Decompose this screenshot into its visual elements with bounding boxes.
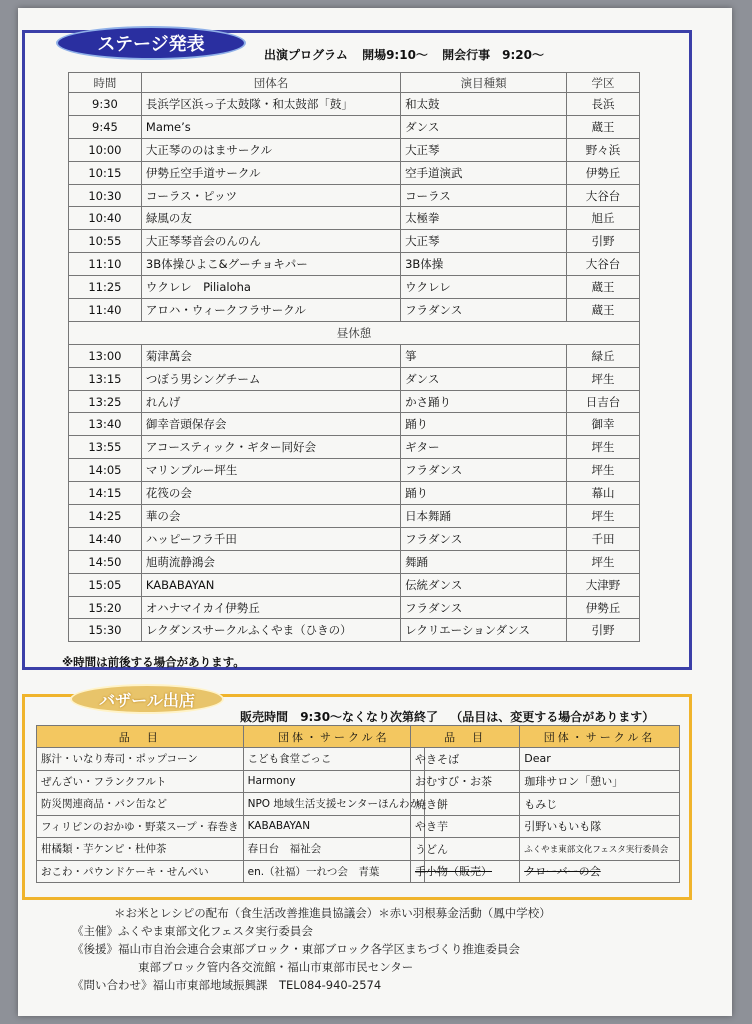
performer-group: 3B体操ひよこ&グーチョキパー: [141, 253, 400, 276]
performance-kind: フラダンス: [401, 299, 567, 322]
footer-organizer: 《主催》ふくやま東部文化フェスタ実行委員会: [72, 924, 313, 938]
bazaar-group: クローバーの会: [520, 860, 680, 883]
performance-time: 15:20: [69, 596, 142, 619]
bazaar-heading: バザール出店: [70, 684, 224, 714]
bazaar-item: おむすび・お茶: [411, 770, 520, 793]
bazaar-group: Harmony: [243, 770, 424, 793]
performance-time: 14:25: [69, 505, 142, 528]
performance-time: 10:00: [69, 138, 142, 161]
bazaar-item: 焼き餅: [411, 793, 520, 816]
performance-kind: 踊り: [401, 413, 567, 436]
footer-info: [72, 904, 551, 994]
lunch-break-row: [69, 321, 640, 344]
bazaar-group: Dear: [520, 748, 680, 771]
performer-group: 花筏の会: [141, 482, 400, 505]
table-row: [69, 527, 640, 550]
sales-time: 9:30～なくなり次第終了: [300, 710, 439, 724]
school-district: 伊勢丘: [567, 161, 640, 184]
table-row: [37, 770, 425, 793]
column-header-area: 学区: [567, 73, 640, 93]
ceremony-time: 開会行事 9:20～: [442, 48, 544, 62]
table-row: [69, 619, 640, 642]
table-row: [69, 207, 640, 230]
performer-group: 御幸音頭保存会: [141, 413, 400, 436]
table-row: [69, 482, 640, 505]
performance-time: 15:30: [69, 619, 142, 642]
performer-group: 旭萌流静鴻会: [141, 550, 400, 573]
performance-kind: 和太鼓: [401, 93, 567, 116]
table-row: [37, 815, 425, 838]
stage-time-note: ※時間は前後する場合があります。: [62, 655, 245, 669]
performer-group: ハッピーフラ千田: [141, 527, 400, 550]
bazaar-item: 柑橘類・芋ケンピ・杜仲茶: [37, 838, 244, 861]
column-header-kind: 演目種類: [401, 73, 567, 93]
table-row: [37, 838, 425, 861]
performance-time: 14:40: [69, 527, 142, 550]
bazaar-item: おこわ・パウンドケーキ・せんべい: [37, 860, 244, 883]
performer-group: オハナマイカイ伊勢丘: [141, 596, 400, 619]
performance-kind: ダンス: [401, 367, 567, 390]
performer-group: レクダンスサークルふくやま（ひきの）: [141, 619, 400, 642]
table-row: [69, 253, 640, 276]
table-row: [37, 860, 425, 883]
column-header-item: 品 目: [411, 726, 520, 748]
school-district: 伊勢丘: [567, 596, 640, 619]
bazaar-group: 珈琲サロン「憩い」: [520, 770, 680, 793]
column-header-group: 団体名: [141, 73, 400, 93]
performance-kind: かさ踊り: [401, 390, 567, 413]
table-header-row: [411, 726, 680, 748]
bazaar-table-left: [36, 725, 425, 883]
school-district: 大谷台: [567, 184, 640, 207]
bazaar-group: こども食堂ごっこ: [243, 748, 424, 771]
performance-time: 9:30: [69, 93, 142, 116]
table-row: [69, 138, 640, 161]
table-row: [69, 344, 640, 367]
table-row: [69, 413, 640, 436]
school-district: 御幸: [567, 413, 640, 436]
performer-group: 長浜学区浜っ子太鼓隊・和太鼓部「鼓」: [141, 93, 400, 116]
performance-kind: 踊り: [401, 482, 567, 505]
bazaar-item: フィリピンのおかゆ・野菜スープ・春巻き: [37, 815, 244, 838]
bazaar-item: やき芋: [411, 815, 520, 838]
school-district: 坪生: [567, 436, 640, 459]
table-header-row: [37, 726, 425, 748]
performance-kind: 大正琴: [401, 138, 567, 161]
stage-heading: ステージ発表: [56, 26, 246, 60]
school-district: 坪生: [567, 459, 640, 482]
performer-group: ウクレレ Pilialoha: [141, 276, 400, 299]
performer-group: 菊津萬会: [141, 344, 400, 367]
table-row: [69, 390, 640, 413]
performance-time: 10:30: [69, 184, 142, 207]
school-district: 引野: [567, 619, 640, 642]
footer-supporters: 《後援》福山市自治会連合会東部ブロック・東部ブロック各学区まちづくり推進委員会: [72, 942, 520, 956]
table-row: [37, 793, 425, 816]
column-header-item: 品 目: [37, 726, 244, 748]
table-row: [69, 93, 640, 116]
school-district: 旭丘: [567, 207, 640, 230]
bazaar-group: en.（社福）一れつ会 青葉: [243, 860, 424, 883]
table-row: [69, 436, 640, 459]
performer-group: KABABAYAN: [141, 573, 400, 596]
performance-time: 9:45: [69, 115, 142, 138]
school-district: 緑丘: [567, 344, 640, 367]
school-district: 坪生: [567, 367, 640, 390]
school-district: 幕山: [567, 482, 640, 505]
school-district: 長浜: [567, 93, 640, 116]
school-district: 蔵王: [567, 276, 640, 299]
school-district: 坪生: [567, 505, 640, 528]
performer-group: アコースティック・ギター同好会: [141, 436, 400, 459]
table-row: [69, 299, 640, 322]
school-district: 坪生: [567, 550, 640, 573]
performance-time: 15:05: [69, 573, 142, 596]
table-row: [411, 860, 680, 883]
school-district: 大谷台: [567, 253, 640, 276]
stage-schedule-info: [264, 46, 554, 63]
footer-extra-activities: ＊お米とレシピの配布（食生活改善推進員協議会）＊赤い羽根募金活動（鳳中学校）: [114, 906, 551, 920]
performance-kind: 太極拳: [401, 207, 567, 230]
performance-time: 10:55: [69, 230, 142, 253]
performance-kind: レクリエーションダンス: [401, 619, 567, 642]
performance-kind: ウクレレ: [401, 276, 567, 299]
stage-program-table: [68, 72, 640, 642]
performance-time: 11:40: [69, 299, 142, 322]
school-district: 蔵王: [567, 299, 640, 322]
school-district: 千田: [567, 527, 640, 550]
table-row: [37, 748, 425, 771]
table-row: [69, 184, 640, 207]
table-row: [411, 748, 680, 771]
opening-time: 開場9:10～: [362, 48, 428, 62]
bazaar-group: KABABAYAN: [243, 815, 424, 838]
table-row: [69, 596, 640, 619]
bazaar-item: うどん: [411, 838, 520, 861]
bazaar-sales-info: [240, 708, 662, 725]
sales-note: （品目は、変更する場合があります）: [450, 710, 655, 724]
bazaar-item: 手小物（販売）: [411, 860, 520, 883]
table-row: [69, 459, 640, 482]
performance-kind: ギター: [401, 436, 567, 459]
bazaar-group: ふくやま東部文化フェスタ実行委員会: [520, 838, 680, 861]
performance-kind: 舞踊: [401, 550, 567, 573]
table-row: [411, 815, 680, 838]
performance-time: 14:50: [69, 550, 142, 573]
performance-kind: ダンス: [401, 115, 567, 138]
performance-time: 14:15: [69, 482, 142, 505]
performance-kind: 3B体操: [401, 253, 567, 276]
table-row: [69, 573, 640, 596]
table-row: [69, 505, 640, 528]
table-row: [69, 550, 640, 573]
table-row: [69, 367, 640, 390]
performance-time: 13:40: [69, 413, 142, 436]
performer-group: コーラス・ピッツ: [141, 184, 400, 207]
lunch-break-label: 昼休憩: [69, 321, 640, 344]
performer-group: 伊勢丘空手道サークル: [141, 161, 400, 184]
bazaar-item: 防災関連商品・パン缶など: [37, 793, 244, 816]
school-district: 蔵王: [567, 115, 640, 138]
bazaar-group: NPO 地域生活支援センターほんわか: [243, 793, 424, 816]
performer-group: アロハ・ウィークフラサークル: [141, 299, 400, 322]
table-row: [411, 770, 680, 793]
performance-kind: 空手道演武: [401, 161, 567, 184]
bazaar-item: ぜんざい・フランクフルト: [37, 770, 244, 793]
performance-kind: コーラス: [401, 184, 567, 207]
performance-time: 13:00: [69, 344, 142, 367]
bazaar-group: もみじ: [520, 793, 680, 816]
performer-group: マリンブルー坪生: [141, 459, 400, 482]
performance-time: 11:10: [69, 253, 142, 276]
performance-time: 10:15: [69, 161, 142, 184]
bazaar-table-right: [410, 725, 680, 883]
performance-time: 14:05: [69, 459, 142, 482]
table-row: [69, 230, 640, 253]
program-label: 出演プログラム: [264, 48, 348, 62]
column-header-group: 団体・サークル名: [520, 726, 680, 748]
performance-time: 13:25: [69, 390, 142, 413]
performance-kind: フラダンス: [401, 596, 567, 619]
school-district: 大津野: [567, 573, 640, 596]
performer-group: Mame’s: [141, 115, 400, 138]
table-row: [411, 793, 680, 816]
table-header-row: [69, 73, 640, 93]
performer-group: つぼう男シングチーム: [141, 367, 400, 390]
bazaar-group: 引野いもいも隊: [520, 815, 680, 838]
performance-time: 11:25: [69, 276, 142, 299]
column-header-group: 団体・サークル名: [243, 726, 424, 748]
performance-kind: フラダンス: [401, 459, 567, 482]
column-header-time: 時間: [69, 73, 142, 93]
sales-label: 販売時間: [240, 710, 289, 724]
footer-contact: 《問い合わせ》福山市東部地域振興課 TEL084-940-2574: [72, 978, 382, 992]
performer-group: 大正琴ののはまサークル: [141, 138, 400, 161]
performance-time: 13:15: [69, 367, 142, 390]
table-row: [69, 276, 640, 299]
school-district: 野々浜: [567, 138, 640, 161]
table-row: [411, 838, 680, 861]
performance-time: 10:40: [69, 207, 142, 230]
performance-kind: 日本舞踊: [401, 505, 567, 528]
performance-time: 13:55: [69, 436, 142, 459]
performance-kind: 箏: [401, 344, 567, 367]
performance-kind: 大正琴: [401, 230, 567, 253]
table-row: [69, 115, 640, 138]
performance-kind: フラダンス: [401, 527, 567, 550]
performer-group: 緑風の友: [141, 207, 400, 230]
bazaar-item: 豚汁・いなり寿司・ポップコーン: [37, 748, 244, 771]
footer-supporters-cont: 東部ブロック管内各交流館・福山市東部市民センター: [138, 960, 414, 974]
performer-group: 華の会: [141, 505, 400, 528]
school-district: 引野: [567, 230, 640, 253]
performer-group: れんげ: [141, 390, 400, 413]
performance-kind: 伝統ダンス: [401, 573, 567, 596]
bazaar-group: 春日台 福祉会: [243, 838, 424, 861]
performer-group: 大正琴琴音会のんのん: [141, 230, 400, 253]
school-district: 日吉台: [567, 390, 640, 413]
bazaar-item: やきそば: [411, 748, 520, 771]
table-row: [69, 161, 640, 184]
